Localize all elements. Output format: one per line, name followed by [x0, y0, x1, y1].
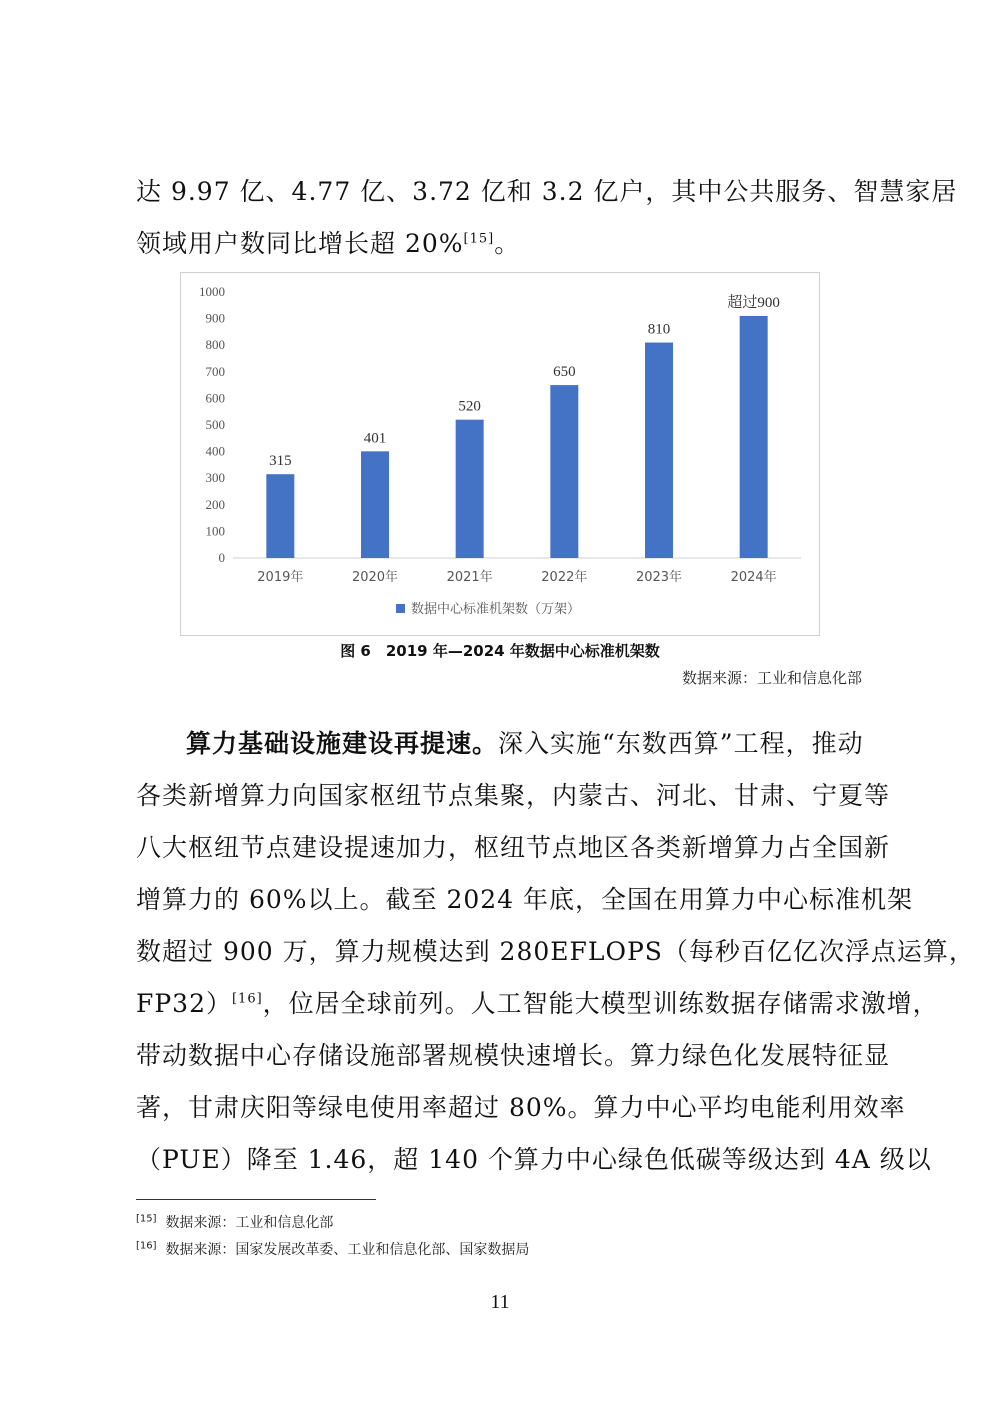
bar-data-label: 520: [458, 398, 481, 415]
rack-count-chart: [180, 272, 820, 636]
footnote-16-mark: [16]: [136, 1240, 157, 1252]
y-tick-label: 0: [218, 550, 225, 565]
body-line-6-b: ，位居全球前列。人工智能大模型训练数据存储需求激增，: [262, 989, 939, 1018]
body-paragraph: [136, 718, 975, 1186]
footnote-ref-16[interactable]: [16]: [231, 991, 263, 1007]
bar: [266, 474, 294, 558]
body-line-3: 八大枢纽节点建设提速加力，枢纽节点地区各类新增算力占全国新: [136, 833, 891, 862]
y-tick-label: 300: [205, 470, 225, 486]
x-tick-label: 2022年: [541, 570, 588, 585]
bar-data-label: 超过900: [727, 294, 780, 311]
footnote-divider: [136, 1199, 376, 1200]
x-tick-label: 2021年: [446, 570, 493, 585]
intro-paragraph: [136, 166, 958, 270]
footnote-15: [136, 1212, 333, 1232]
bar-data-label: 650: [553, 364, 576, 381]
x-tick-label: 2019年: [257, 570, 304, 585]
x-tick-label: 2023年: [635, 570, 683, 585]
legend-swatch: [396, 604, 405, 613]
figure-source: 数据来源：工业和信息化部: [681, 669, 862, 687]
bar-data-label: 401: [363, 430, 387, 447]
footnote-15-mark: [15]: [136, 1213, 157, 1225]
body-line-5: 数超过 900 万，算力规模达到 280EFLOPS（每秒百亿亿次浮点运算，: [136, 937, 975, 966]
bar: [550, 385, 578, 558]
body-line-1: [136, 718, 864, 770]
figure-caption: 图 6 2019 年—2024 年数据中心标准机架数: [340, 642, 660, 660]
x-tick-label: 2024年: [730, 570, 777, 585]
y-tick-label: 600: [205, 390, 225, 406]
y-tick-label: 400: [205, 443, 225, 459]
y-tick-label: 100: [205, 523, 225, 539]
body-line-8: 著，甘肃庆阳等绿电使用率超过 80%。算力中心平均电能利用效率: [136, 1093, 906, 1122]
y-tick-label: 700: [205, 363, 225, 379]
intro-line-2-end: 。: [494, 229, 521, 258]
bar-data-label: 315: [269, 453, 292, 470]
body-line-1-text: 深入实施“东数西算”工程，推动: [498, 729, 864, 758]
bar: [456, 420, 484, 558]
footnote-16: [136, 1239, 529, 1259]
rack-count-chart-svg: [181, 273, 819, 635]
bar-data-label: 810: [647, 321, 671, 338]
body-line-7: 带动数据中心存储设施部署规模快速增长。算力绿色化发展特征显: [136, 1041, 891, 1070]
intro-line-2: [136, 218, 864, 270]
bar: [361, 451, 389, 558]
y-tick-label: 1000: [199, 284, 225, 299]
intro-line-1: 达 9.97 亿、4.77 亿、3.72 亿和 3.2 亿户，其中公共服务、智慧家居: [136, 177, 958, 206]
y-tick-label: 900: [205, 310, 225, 326]
body-line-2: 各类新增算力向国家枢纽节点集聚，内蒙古、河北、甘肃、宁夏等: [136, 781, 891, 810]
body-line-6: [136, 978, 939, 1030]
body-line-4: 增算力的 60%以上。截至 2024 年底，全国在用算力中心标准机架: [136, 885, 914, 914]
intro-line-2-text: 领域用户数同比增长超 20%: [136, 229, 464, 258]
body-line-9: （PUE）降至 1.46，超 140 个算力中心绿色低碳等级达到 4A 级以: [136, 1145, 932, 1174]
page-number: 11: [490, 1291, 510, 1313]
footnote-15-text: 数据来源：工业和信息化部: [165, 1215, 334, 1231]
footnote-ref-15[interactable]: [15]: [463, 231, 495, 247]
body-line-6-a: FP32）: [136, 989, 232, 1018]
y-tick-label: 200: [205, 496, 225, 512]
section-heading: 算力基础设施建设再提速。: [186, 729, 499, 758]
legend-label: 数据中心标准机架数（万架）: [411, 602, 581, 617]
y-tick-label: 500: [205, 417, 225, 432]
bar: [740, 316, 768, 558]
x-tick-label: 2020年: [351, 570, 399, 585]
footnote-16-text: 数据来源：国家发展改革委、工业和信息化部、国家数据局: [165, 1242, 530, 1258]
y-tick-label: 800: [205, 337, 225, 353]
bar: [645, 343, 673, 558]
